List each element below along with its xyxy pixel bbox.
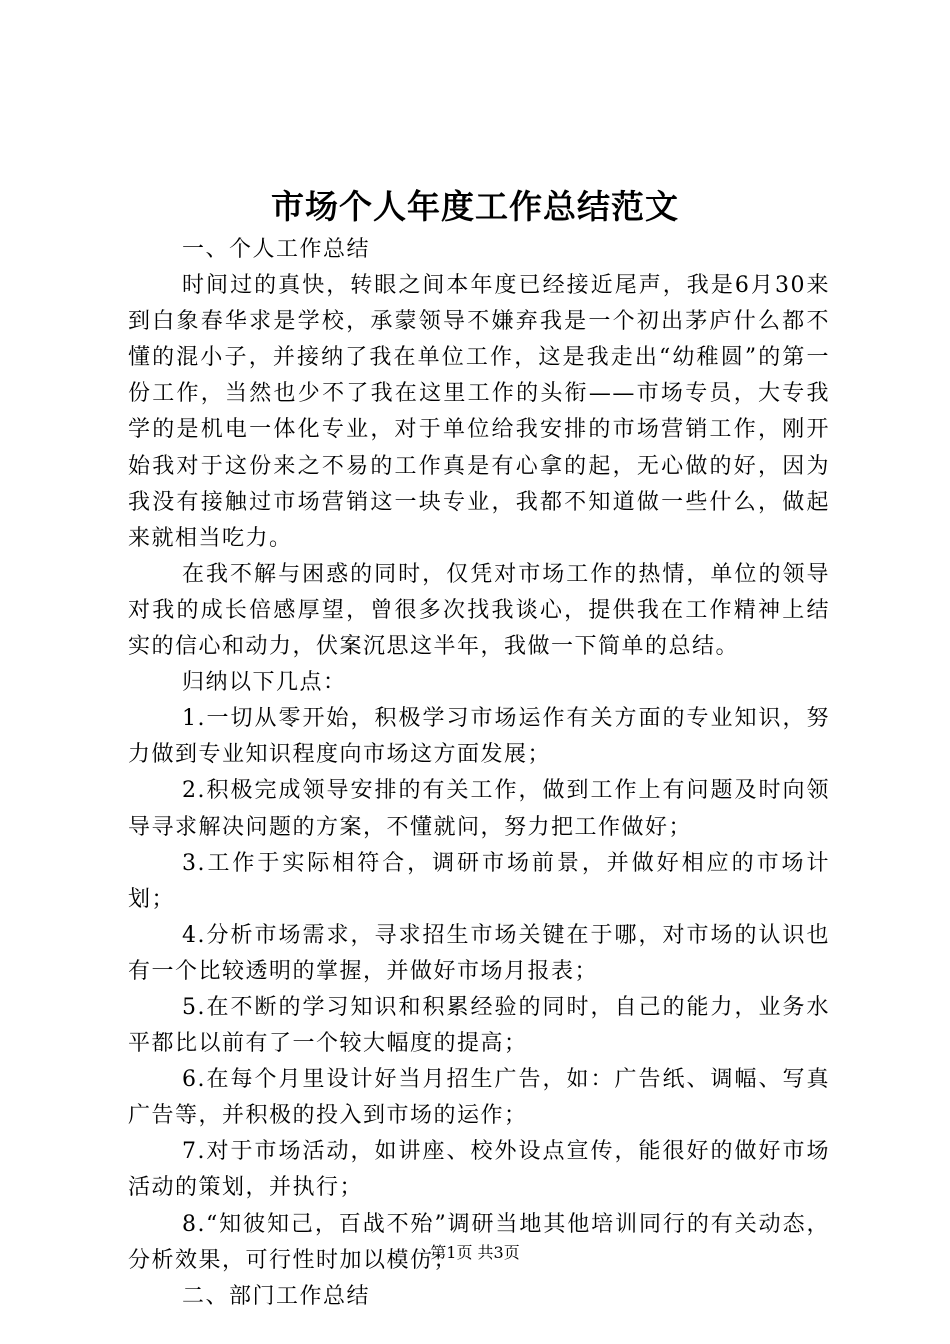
list-item: 7.对于市场活动，如讲座、校外设点宣传，能很好的做好市场活动的策划，并执行；	[128, 1139, 830, 1201]
list-item: 3.工作于实际相符合，调研市场前景，并做好相应的市场计划；	[128, 850, 830, 912]
paragraph: 归纳以下几点：	[182, 670, 347, 696]
list-item: 1.一切从零开始，积极学习市场运作有关方面的专业知识，努力做到专业知识程度向市场这方面发展；	[128, 706, 830, 768]
list-item: 5.在不断的学习知识和积累经验的同时，自己的能力，业务水平都比以前有了一个较大幅度的提高；	[128, 994, 830, 1057]
list-item: 8.“知彼知己，百战不殆”调研当地其他培训同行的有关动态，分析效果，可行性时加以模仿；	[128, 1211, 830, 1273]
paragraph: 时间过的真快，转眼之间本年度已经接近尾声，我是6月30来到白象春华求是学校，承蒙领导不嫌弃我是一个初出茅庐什么都不懂的混小子，并接纳了我在单位工作，这是我走出“幼稚圆”的第一份工作，当然也少不了我在这里工作的头衔——市场专员，大专我学的是机电一体化专业，对于单位给我安排的市场营销工作，刚开始我对于这份来之不易的工作真是有心拿的起，无心做的好，因为我没有接触过市场营销这一块专业，我都不知道做一些什么，做起来就相当吃力。	[128, 273, 830, 551]
section-heading: 二、部门工作总结	[182, 1283, 371, 1309]
list-item: 2.积极完成领导安排的有关工作，做到工作上有问题及时向领导寻求解决问题的方案，不懂就问，努力把工作做好；	[128, 778, 830, 840]
document-body	[128, 232, 830, 1315]
section-heading: 一、个人工作总结	[182, 237, 371, 262]
page-number-footer: 第1页 共3页	[430, 1243, 520, 1262]
document-title: 市场个人年度工作总结范文	[271, 187, 679, 226]
paragraph: 在我不解与困惑的同时，仅凭对市场工作的热情，单位的领导对我的成长倍感厚望，曾很多次找我谈心，提供我在工作精神上结实的信心和动力，伏案沉思这半年，我做一下简单的总结。	[128, 561, 830, 660]
list-item: 6.在每个月里设计好当月招生广告，如：广告纸、调幅、写真广告等，并积极的投入到市场的运作；	[128, 1067, 830, 1129]
list-item: 4.分析市场需求，寻求招生市场关键在于哪，对市场的认识也有一个比较透明的掌握，并做好市场月报表；	[128, 922, 830, 984]
